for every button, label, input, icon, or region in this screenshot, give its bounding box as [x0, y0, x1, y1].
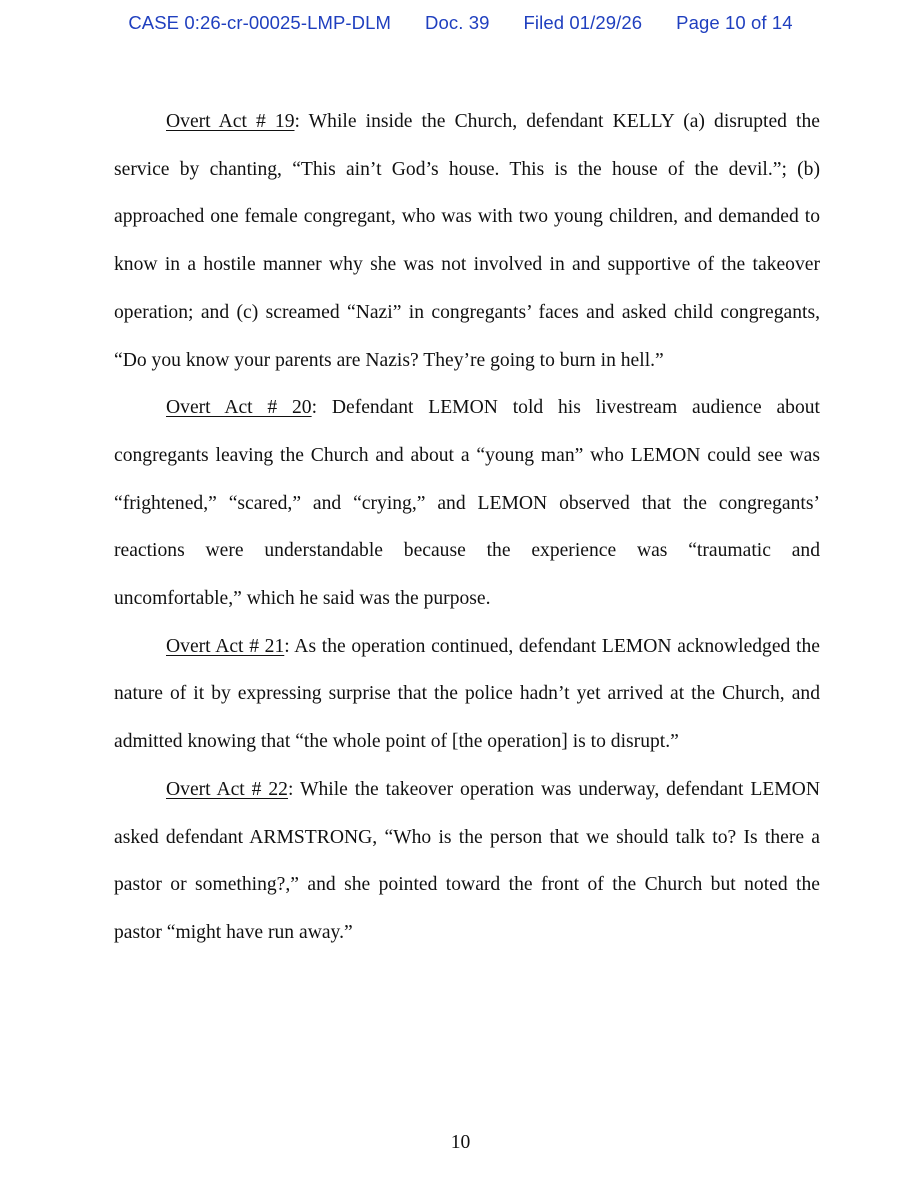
filing-header	[0, 12, 921, 34]
paragraph-text: : While the takeover operation was underway, defendant LEMON asked defendant ARMSTRONG, “Who is the person that we should talk to? Is there a pastor or something?,” and she pointed toward the front of the Church but noted the pastor “might have run away.”	[114, 778, 820, 943]
document-body	[114, 98, 820, 957]
page-indicator: Page 10 of 14	[676, 12, 793, 33]
overt-act-label: Overt Act # 22	[166, 778, 288, 800]
overt-act-label: Overt Act # 19	[166, 111, 295, 132]
document-number: Doc. 39	[425, 12, 490, 33]
overt-act-label: Overt Act # 21	[166, 635, 285, 657]
filed-date: Filed 01/29/26	[523, 12, 643, 33]
page-number: 10	[450, 1132, 471, 1153]
paragraph-overt-act-20	[114, 384, 820, 623]
paragraph-overt-act-21	[114, 623, 820, 766]
case-number: CASE 0:26-cr-00025-LMP-DLM	[128, 12, 392, 33]
paragraph-overt-act-19	[114, 98, 820, 384]
paragraph-text: : As the operation continued, defendant LEMON acknowledged the nature of it by expressing surprise that the police hadn’t yet arrived at the Church, and admitted knowing that “the whole point of [the operation] is to disrupt.”	[114, 635, 820, 753]
paragraph-text: : Defendant LEMON told his livestream audience about congregants leaving the Church and about a “young man” who LEMON could see was “frightened,” “scared,” and “crying,” and LEMON observed that the congregants’ reactions were understandable because the experience was “traumatic and uncomfortable,” which he said was the purpose.	[114, 397, 820, 610]
paragraph-overt-act-22	[114, 766, 820, 957]
overt-act-label: Overt Act # 20	[166, 397, 312, 419]
paragraph-text: : While inside the Church, defendant KELLY (a) disrupted the service by chanting, “This ain’t God’s house. This is the house of the devil.”; (b) approached one female congregant, who was with two young children, and demanded to know in a hostile manner why she was not involved in and supportive of the takeover operation; and (c) screamed “Nazi” in congregants’ faces and asked child congregants, “Do you know your parents are Nazis? They’re going to burn in hell.”	[114, 111, 820, 371]
